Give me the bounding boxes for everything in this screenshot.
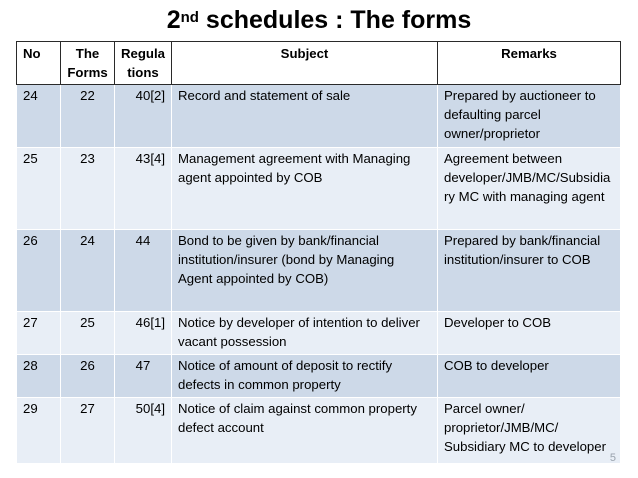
column-header-remarks: Remarks [438,42,621,85]
cell-regulation: 50[4] [115,398,172,464]
cell-no: 29 [17,398,61,464]
cell-no: 28 [17,355,61,398]
title-prefix: 2 [166,6,181,34]
cell-remarks: Developer to COB [438,312,621,355]
column-header-no: No [17,42,61,85]
title-superscript: nd [180,9,199,26]
forms-table [16,41,621,464]
column-header-subject: Subject [172,42,438,85]
cell-form: 26 [61,355,115,398]
page-title [0,4,638,36]
cell-form: 27 [61,398,115,464]
cell-remarks: Parcel owner/ proprietor/JMB/MC/ Subsidiary MC to developer [438,398,621,464]
table-header-row [17,42,621,85]
cell-subject: Record and statement of sale [172,85,438,148]
table-row [17,85,621,148]
table-row [17,148,621,230]
cell-subject: Notice of amount of deposit to rectify defects in common property [172,355,438,398]
cell-form: 23 [61,148,115,230]
cell-remarks: Agreement between developer/JMB/MC/Subsidiary MC with managing agent [438,148,621,230]
column-header-forms: The Forms [61,42,115,85]
table-row [17,312,621,355]
cell-subject: Management agreement with Managing agent appointed by COB [172,148,438,230]
cell-regulation: 44 [115,230,172,312]
cell-form: 25 [61,312,115,355]
cell-regulation: 47 [115,355,172,398]
cell-form: 22 [61,85,115,148]
cell-regulation: 43[4] [115,148,172,230]
page-number: 5 [609,452,616,464]
cell-no: 27 [17,312,61,355]
cell-subject: Notice of claim against common property defect account [172,398,438,464]
cell-subject: Notice by developer of intention to deliver vacant possession [172,312,438,355]
cell-form: 24 [61,230,115,312]
table-row [17,398,621,464]
cell-regulation: 46[1] [115,312,172,355]
cell-remarks: Prepared by bank/financial institution/insurer to COB [438,230,621,312]
cell-remarks: COB to developer [438,355,621,398]
cell-subject: Bond to be given by bank/financial institution/insurer (bond by Managing Agent appointed by COB) [172,230,438,312]
cell-regulation: 40[2] [115,85,172,148]
cell-remarks: Prepared by auctioneer to defaulting parcel owner/proprietor [438,85,621,148]
column-header-regulations: Regula tions [115,42,172,85]
cell-no: 24 [17,85,61,148]
table-row [17,355,621,398]
cell-no: 26 [17,230,61,312]
cell-no: 25 [17,148,61,230]
title-rest: schedules : The forms [198,6,472,34]
table-row [17,230,621,312]
